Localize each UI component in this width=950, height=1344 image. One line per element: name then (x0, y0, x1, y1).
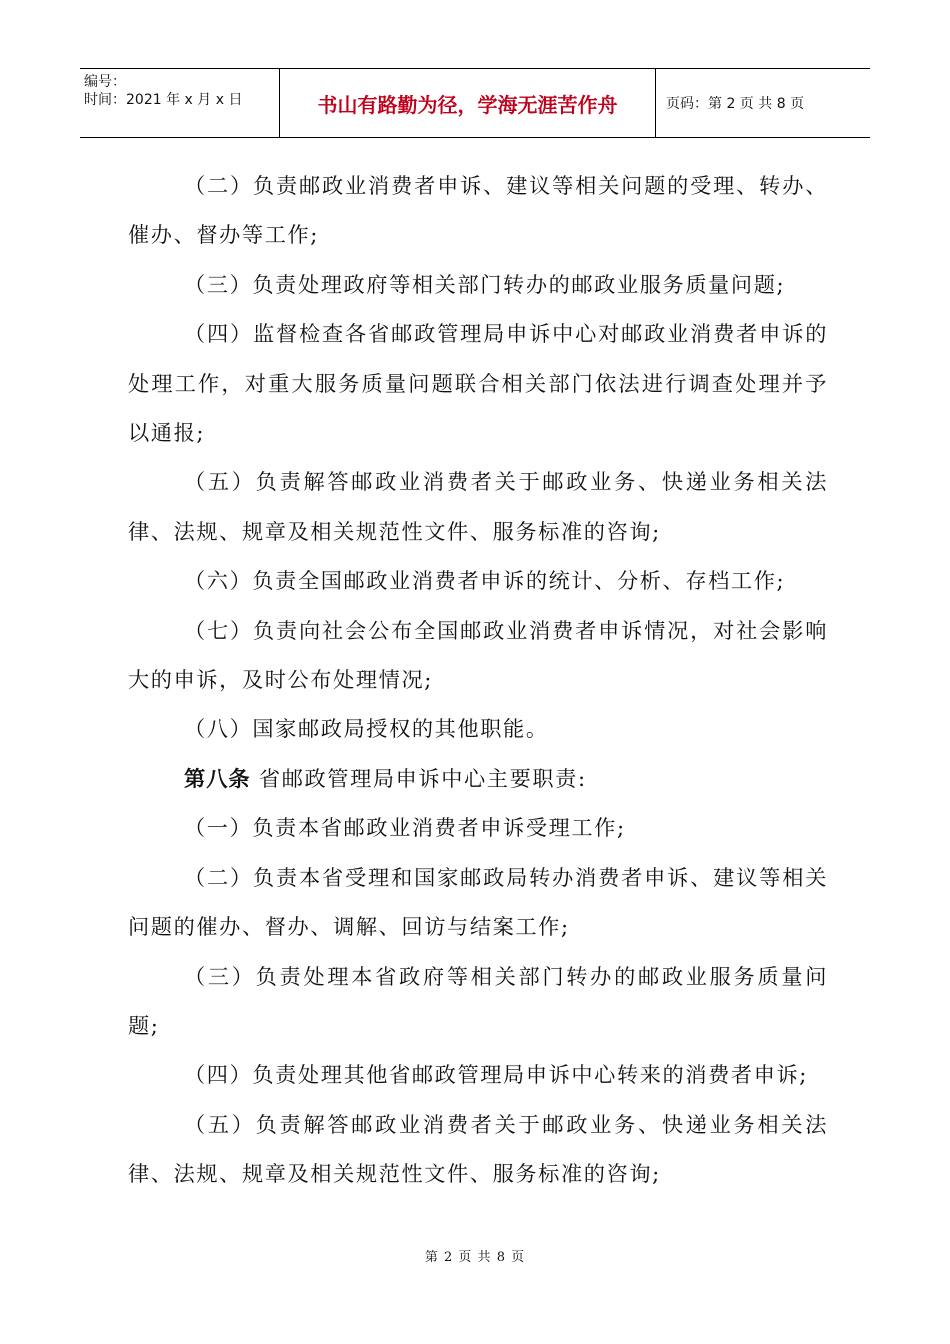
paragraph: （三）负责处理政府等相关部门转办的邮政业服务质量问题; (184, 271, 786, 297)
paragraph: （三）负责处理本省政府等相关部门转办的邮政业服务质量问题; (128, 963, 828, 1038)
header-motto: 书山有路勤为径，学海无涯苦作舟 (280, 69, 656, 137)
paragraph: （一）负责本省邮政业消费者申诉受理工作; (184, 815, 626, 841)
header-number-label: 编号： (84, 74, 126, 90)
header-page-info: 页码：第 2 页 共 8 页 (666, 96, 805, 112)
page-footer: 第 2 页 共 8 页 (424, 1250, 526, 1265)
header-time-label: 时间：2021 年 x 月 x 日 (84, 92, 243, 108)
article-heading-paragraph (128, 754, 828, 803)
paragraph: （四）监督检查各省邮政管理局申诉中心对邮政业消费者申诉的处理工作，对重大服务质量问题联合相关部门依法进行调查处理并予以通报; (128, 321, 828, 446)
paragraph: （六）负责全国邮政业消费者申诉的统计、分析、存档工作; (184, 568, 786, 594)
document-body (128, 161, 828, 1199)
paragraph: （五）负责解答邮政业消费者关于邮政业务、快递业务相关法律、法规、规章及相关规范性文件、服务标准的咨询; (128, 1111, 828, 1187)
header-meta (80, 69, 280, 137)
article-number: 第八条 (184, 765, 251, 791)
paragraph: （七）负责向社会公布全国邮政业消费者申诉情况，对社会影响大的申诉，及时公布处理情况; (128, 617, 828, 693)
paragraph: （二）负责本省受理和国家邮政局转办消费者申诉、建议等相关问题的催办、督办、调解、回访与结案工作; (128, 864, 828, 940)
paragraph: （八）国家邮政局授权的其他职能。 (184, 716, 549, 742)
paragraph: （五）负责解答邮政业消费者关于邮政业务、快递业务相关法律、法规、规章及相关规范性文件、服务标准的咨询; (128, 469, 828, 544)
article-text: 省邮政管理局申诉中心主要职责: (250, 765, 587, 791)
page-header (80, 68, 870, 138)
paragraph: （二）负责邮政业消费者申诉、建议等相关问题的受理、转办、催办、督办等工作; (128, 173, 828, 248)
paragraph: （四）负责处理其他省邮政管理局申诉中心转来的消费者申诉; (184, 1062, 809, 1088)
